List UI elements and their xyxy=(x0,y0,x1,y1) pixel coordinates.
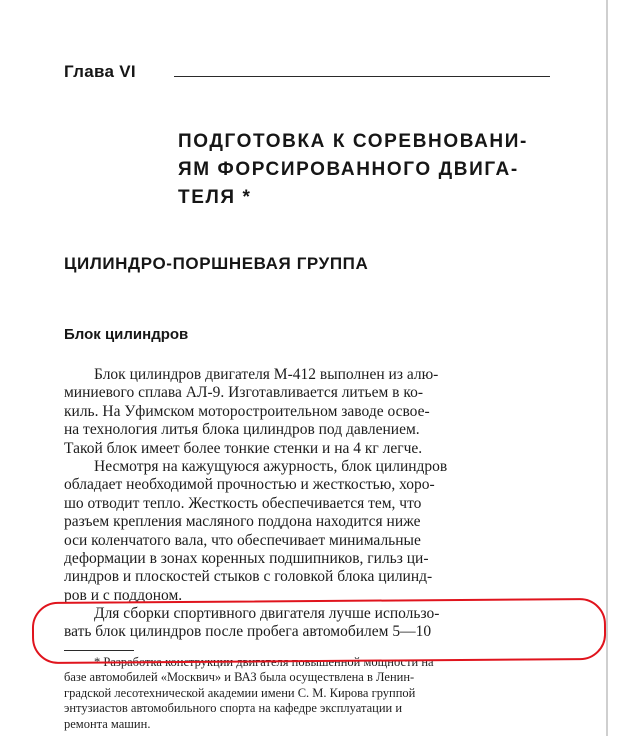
chapter-rule xyxy=(174,76,550,77)
footnote-line: * Разработка конструкции двигателя повышенной мощности на xyxy=(94,655,434,669)
footnote-line: градской лесотехнической академии имени С. М. Кирова группой xyxy=(64,685,416,700)
body-line: оси коленчатого вала, что обеспечивает минимальные xyxy=(64,531,421,549)
chapter-title-line: ЯМ ФОРСИРОВАННОГО ДВИГА- xyxy=(178,159,519,180)
body-line: деформации в зонах коренных подшипников, гильз ци- xyxy=(64,549,429,567)
chapter-header xyxy=(64,62,554,82)
body-line: Блок цилиндров двигателя М-412 выполнен из алю- xyxy=(94,366,439,383)
footnote-line: базе автомобилей «Москвич» и ВАЗ была осуществлена в Ленин- xyxy=(64,670,415,685)
subsection-heading: Блок цилиндров xyxy=(64,326,189,343)
body-line: шо отводит тепло. Жесткость обеспечивается тем, что xyxy=(64,494,422,512)
body-line: обладает необходимой прочностью и жесткостью, хоро- xyxy=(64,476,435,494)
footnote-line: ремонта машин. xyxy=(64,716,151,731)
page-edge-line xyxy=(606,0,608,736)
chapter-label: Глава VI xyxy=(64,62,136,81)
body-line: миниевого сплава АЛ-9. Изготавливается литьем в ко- xyxy=(64,384,423,402)
body-line: ров и с поддоном. xyxy=(64,586,183,604)
body-line: киль. На Уфимском моторостроительном заводе освое- xyxy=(64,402,430,420)
highlight-annotation xyxy=(32,598,606,664)
footnote-line: энтузиастов автомобильного спорта на кафедре эксплуатации и xyxy=(64,701,403,716)
footnote xyxy=(64,655,559,732)
body-line: Несмотря на кажущуюся ажурность, блок цилиндров xyxy=(94,457,448,475)
body-line: разъем крепления масляного поддона находится ниже xyxy=(64,513,421,531)
chapter-title-line: ПОДГОТОВКА К СОРЕВНОВАНИ- xyxy=(178,131,528,152)
body-line: вать блок цилиндров после пробега автомобилем 5—10 xyxy=(64,623,432,641)
section-heading: ЦИЛИНДРО-ПОРШНЕВАЯ ГРУППА xyxy=(64,254,369,273)
body-line: линдров и плоскостей стыков с головкой блока цилинд- xyxy=(64,568,433,586)
body-line: Такой блок имеет более тонкие стенки и на 4 кг легче. xyxy=(64,439,423,457)
chapter-title-line: ТЕЛЯ * xyxy=(178,187,252,208)
chapter-title xyxy=(178,128,578,212)
body-line: Для сборки спортивного двигателя лучше использо- xyxy=(94,605,440,623)
body-line: на технология литья блока цилиндров под давлением. xyxy=(64,421,420,439)
